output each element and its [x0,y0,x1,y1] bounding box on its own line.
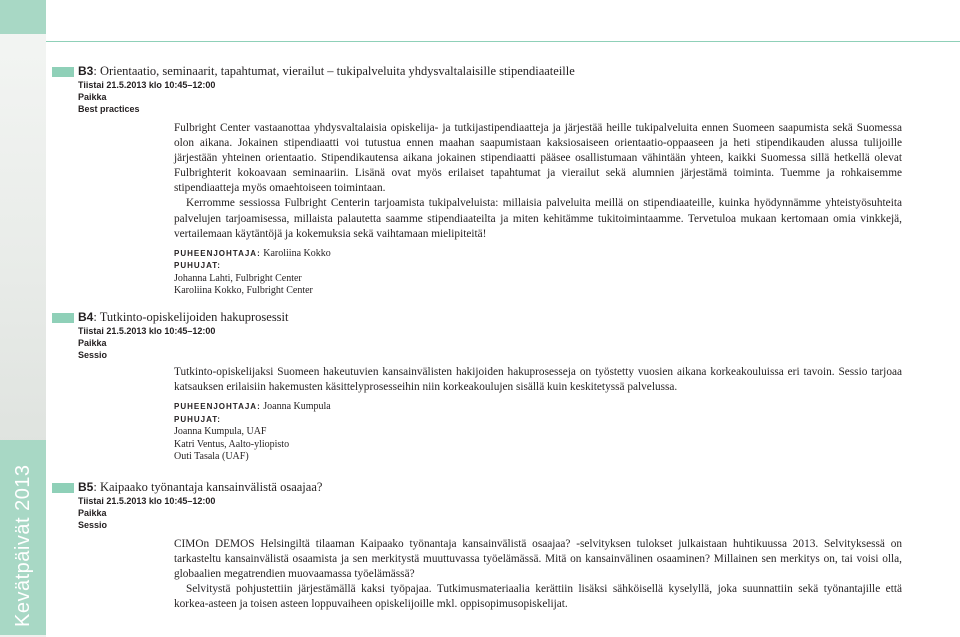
session-time: Tiistai 21.5.2013 klo 10:45–12:00 [78,496,216,506]
session-people [174,248,912,298]
paragraph: Selvitystä pohjustettiin järjestämällä kaksi työpajaa. Tutkimusmateriaalia kerättiin lisäksi sähköisellä kyselyllä, joka suunnattiin sekä työnantajille että korkea-asteen ja toisen asteen loppuvaiheen opiskelijoille mkl. oppisopimusopiskelijat. [174,583,902,611]
session-description [174,121,902,242]
sidebar-title-band [0,440,46,635]
session-place: Paikka [78,92,107,102]
speaker: Outi Tasala (UAF) [174,451,249,463]
corner-accent [0,0,46,34]
chair-label: PUHEENJOHTAJA: [174,248,261,258]
session-type: Sessio [78,520,108,530]
session-description [174,365,902,395]
session-title: : Kaipaako työnantaja kansainvälistä osaajaa? [93,480,323,494]
session-people [174,401,912,464]
session-heading [52,310,912,325]
speakers-label: PUHUJAT: [174,261,221,271]
top-rule [46,41,960,42]
paragraph: Kerromme sessiossa Fulbright Centerin tarjoamista tukipalveluista: millaisia palveluita meillä on stipendiaateille, kuinka hyödynnämme yhteistyösuhteita palvelujen tarjoamisessa, millaista palautetta saamme stipendiaateilta ja miten kehitämme tukitoimintaamme. Tervetuloa mukaan kertomaan omia vinkkejä, vertailemaan käytäntöjä ja kokemuksia sekä vaihtamaan mielipiteitä! [174,197,902,240]
session-heading [52,64,912,79]
heading-bar [52,313,74,323]
session-code: B3 [78,64,94,78]
chair-name: Karoliina Kokko [263,247,331,259]
session-b3 [52,64,912,298]
heading-bar [52,67,74,77]
chair-name: Joanna Kumpula [263,401,331,413]
speaker: Karoliina Kokko, Fulbright Center [174,285,313,297]
heading-bar [52,483,74,493]
session-type: Sessio [78,350,108,360]
speaker: Johanna Lahti, Fulbright Center [174,272,302,284]
sidebar-title: Kevätpäivät 2013 [12,464,34,627]
chair-label: PUHEENJOHTAJA: [174,402,261,412]
session-time: Tiistai 21.5.2013 klo 10:45–12:00 [78,80,216,90]
session-place: Paikka [78,338,107,348]
paragraph: CIMOn DEMOS Helsingiltä tilaaman Kaipaako työnantaja kansainvälistä osaajaa? -selvityksen tulokset julkaistaan huhtikuussa 2013. Selvityksessä on tarkasteltu kansainvälistä osaamista ja sen merkitystä muuttuvassa työelämässä. Mitä on kansainvälinen osaaminen? Millainen sen merkitys on, tai voisi olla, globaalien megatrendien muovaamassa työelämässä? [174,538,902,581]
speaker: Katri Ventus, Aalto-yliopisto [174,438,290,450]
session-b5 [52,480,912,612]
paragraph: Tutkinto-opiskelijaksi Suomeen hakeutuvien kansainvälisten hakijoiden hakuprosesseja on työstetty vuosien aikana korkeakouluissa eri tavoin. Sessio tarjoaa katsauksen erilaisiin hakemusten käsittelyprosesseihin niin korkeakoulujen sisällä kuin keskitetyssä palvelussa. [174,366,902,394]
speakers-label: PUHUJAT: [174,414,221,424]
session-heading [52,480,912,495]
session-description [174,537,902,612]
paragraph: Fulbright Center vastaanottaa yhdysvaltalaisia opiskelija- ja tutkijastipendiaatteja ja järjestää heille tukipalveluita ennen Suomeen saapumista sekä Suomessa olon aikana. Jokainen stipendiaatti voi tutustua ennen maahan saapumistaan kaksiosaiseen orientaatio-oppaaseen ja heti stipendikauden alussa tulijoille järjestään yhteinen orientaatio. Stipendikautensa aikana jokainen stipendiaatti pääsee osallistumaan vähintään yhteen, kaikki Suomessa sillä hetkellä olevat Fulbrighterit kokoavaan seminaariin. Lisänä ovat myös erilaiset tapahtumat ja vierailut sekä alumnien järjestämä toiminta. Tuemme ja rohkaisemme stipendiaatteja myös omaehtoiseen toimintaan. [174,122,902,195]
session-title: : Tutkinto-opiskelijoiden hakuprosessit [93,310,289,324]
session-title: : Orientaatio, seminaarit, tapahtumat, vierailut – tukipalveluita yhdysvaltalaisille stipendiaateille [93,64,575,78]
session-code: B4 [78,310,94,324]
session-place: Paikka [78,508,107,518]
session-type: Best practices [78,104,140,114]
speaker: Joanna Kumpula, UAF [174,426,267,438]
session-code: B5 [78,480,94,494]
session-time: Tiistai 21.5.2013 klo 10:45–12:00 [78,326,216,336]
session-b4 [52,310,912,464]
